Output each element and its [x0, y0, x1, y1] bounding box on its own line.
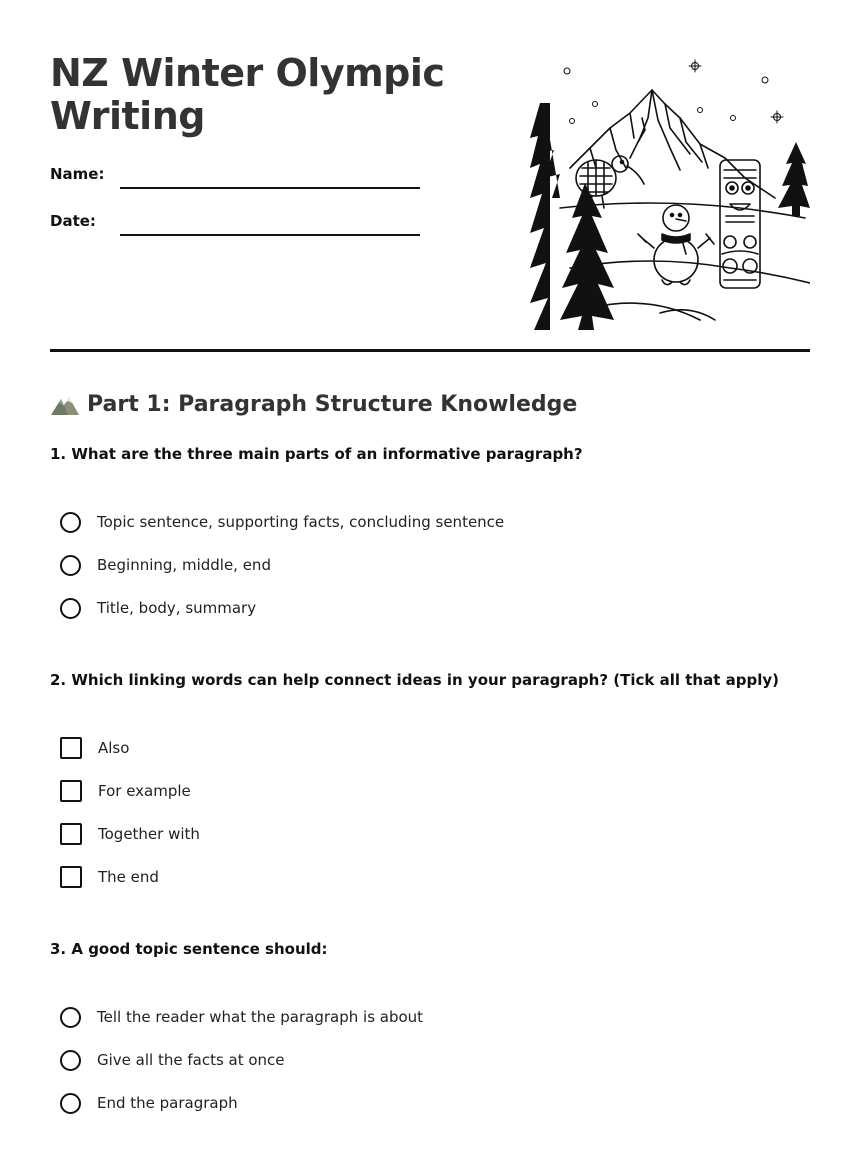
option-label: For example: [98, 782, 191, 800]
question-1-option-3[interactable]: [60, 595, 256, 621]
header-divider: [50, 349, 810, 352]
option-label: Together with: [98, 825, 200, 843]
option-label: Beginning, middle, end: [97, 556, 271, 574]
question-1: 1. What are the three main parts of an informative paragraph?: [50, 445, 583, 463]
checkbox[interactable]: [60, 823, 82, 845]
mountain-drawing: [560, 90, 805, 218]
option-label: The end: [98, 868, 159, 886]
snowman-drawing: [638, 205, 714, 285]
option-label: End the paragraph: [97, 1094, 238, 1112]
radio-button[interactable]: [60, 1050, 81, 1071]
section-heading: [50, 389, 577, 421]
radio-button[interactable]: [60, 512, 81, 533]
title-line-1: NZ Winter Olympic: [50, 51, 445, 95]
name-write-line[interactable]: [120, 187, 420, 189]
mountain-icon: [50, 394, 80, 416]
snowflakes: [564, 60, 783, 124]
option-label: Tell the reader what the paragraph is about: [97, 1008, 424, 1026]
worksheet-page: [50, 0, 810, 1161]
checkbox[interactable]: [60, 737, 82, 759]
question-1-option-1[interactable]: [60, 509, 504, 535]
option-label: Title, body, summary: [97, 599, 257, 617]
radio-button[interactable]: [60, 598, 81, 619]
radio-button[interactable]: [60, 1007, 81, 1028]
option-label: Also: [98, 739, 130, 757]
radio-button[interactable]: [60, 555, 81, 576]
radio-button[interactable]: [60, 1093, 81, 1114]
question-2-option-2[interactable]: [60, 778, 191, 804]
option-label: Give all the facts at once: [97, 1051, 285, 1069]
checkbox[interactable]: [60, 866, 82, 888]
question-3-option-3[interactable]: [60, 1090, 238, 1116]
question-2-option-3[interactable]: [60, 821, 200, 847]
question-3: 3. A good topic sentence should:: [50, 940, 328, 958]
date-write-line[interactable]: [120, 234, 420, 236]
checkbox[interactable]: [60, 780, 82, 802]
worksheet-title: [50, 52, 490, 138]
date-label: Date:: [50, 212, 96, 230]
date-field: [50, 211, 420, 235]
question-2-option-1[interactable]: [60, 735, 129, 761]
winter-scene-illustration: [530, 58, 810, 330]
name-field: [50, 164, 420, 188]
question-1-option-2[interactable]: [60, 552, 271, 578]
name-label: Name:: [50, 165, 105, 183]
section-title: Part 1: Paragraph Structure Knowledge: [87, 392, 578, 417]
pine-tree-right: [778, 142, 810, 216]
question-2: 2. Which linking words can help connect ideas in your paragraph? (Tick all that apply): [50, 671, 779, 689]
title-line-2: Writing: [50, 94, 205, 138]
question-2-option-4[interactable]: [60, 864, 159, 890]
question-3-option-1[interactable]: [60, 1004, 423, 1030]
question-3-option-2[interactable]: [60, 1047, 285, 1073]
option-label: Topic sentence, supporting facts, concluding sentence: [97, 513, 505, 531]
